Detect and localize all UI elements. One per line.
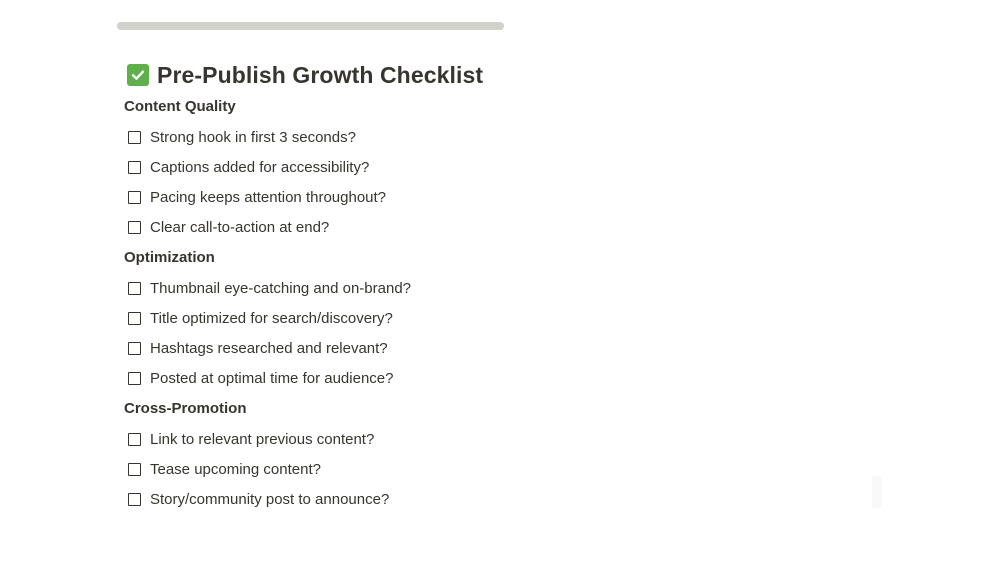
checklist-item-label: Posted at optimal time for audience? (150, 369, 394, 387)
checklist-heading (127, 58, 483, 92)
check-box-icon (127, 64, 149, 86)
checkbox[interactable] (128, 342, 141, 355)
checkbox[interactable] (128, 433, 141, 446)
divider (117, 22, 504, 30)
checkbox[interactable] (128, 221, 141, 234)
checklist-item-label: Captions added for accessibility? (150, 158, 370, 176)
checkbox[interactable] (128, 312, 141, 325)
checklist-item-label: Tease upcoming content? (150, 460, 321, 478)
checklist-item-label: Pacing keeps attention throughout? (150, 188, 387, 206)
section-heading-optimization: Optimization (124, 249, 215, 266)
checklist-item[interactable] (128, 125, 356, 149)
checkbox[interactable] (128, 191, 141, 204)
page-title: Pre-Publish Growth Checklist (157, 61, 484, 88)
checklist-item-label: Story/community post to announce? (150, 490, 390, 508)
checklist-item[interactable] (128, 306, 393, 330)
checklist-item-label: Link to relevant previous content? (150, 430, 375, 448)
checkbox[interactable] (128, 131, 141, 144)
checklist-item-label: Hashtags researched and relevant? (150, 339, 388, 357)
checkbox[interactable] (128, 493, 141, 506)
checkbox[interactable] (128, 372, 141, 385)
checklist-item[interactable] (128, 155, 369, 179)
section-heading-cross-promotion: Cross-Promotion (124, 400, 247, 417)
faint-ghost-element (872, 476, 882, 508)
checklist-item[interactable] (128, 427, 374, 451)
checklist-item[interactable] (128, 336, 388, 360)
checklist-item[interactable] (128, 487, 389, 511)
checklist-item[interactable] (128, 185, 386, 209)
checklist-item-label: Thumbnail eye-catching and on-brand? (150, 279, 411, 297)
section-heading-content-quality: Content Quality (124, 98, 236, 115)
checklist-item[interactable] (128, 457, 321, 481)
checklist-item-label: Strong hook in first 3 seconds? (150, 128, 356, 146)
checklist-item[interactable] (128, 366, 393, 390)
checkbox[interactable] (128, 282, 141, 295)
checkbox[interactable] (128, 161, 141, 174)
checklist-item[interactable] (128, 215, 329, 239)
checklist-item-label: Title optimized for search/discovery? (150, 309, 393, 327)
checklist-item[interactable] (128, 276, 411, 300)
checkbox[interactable] (128, 463, 141, 476)
checklist-item-label: Clear call-to-action at end? (150, 218, 330, 236)
